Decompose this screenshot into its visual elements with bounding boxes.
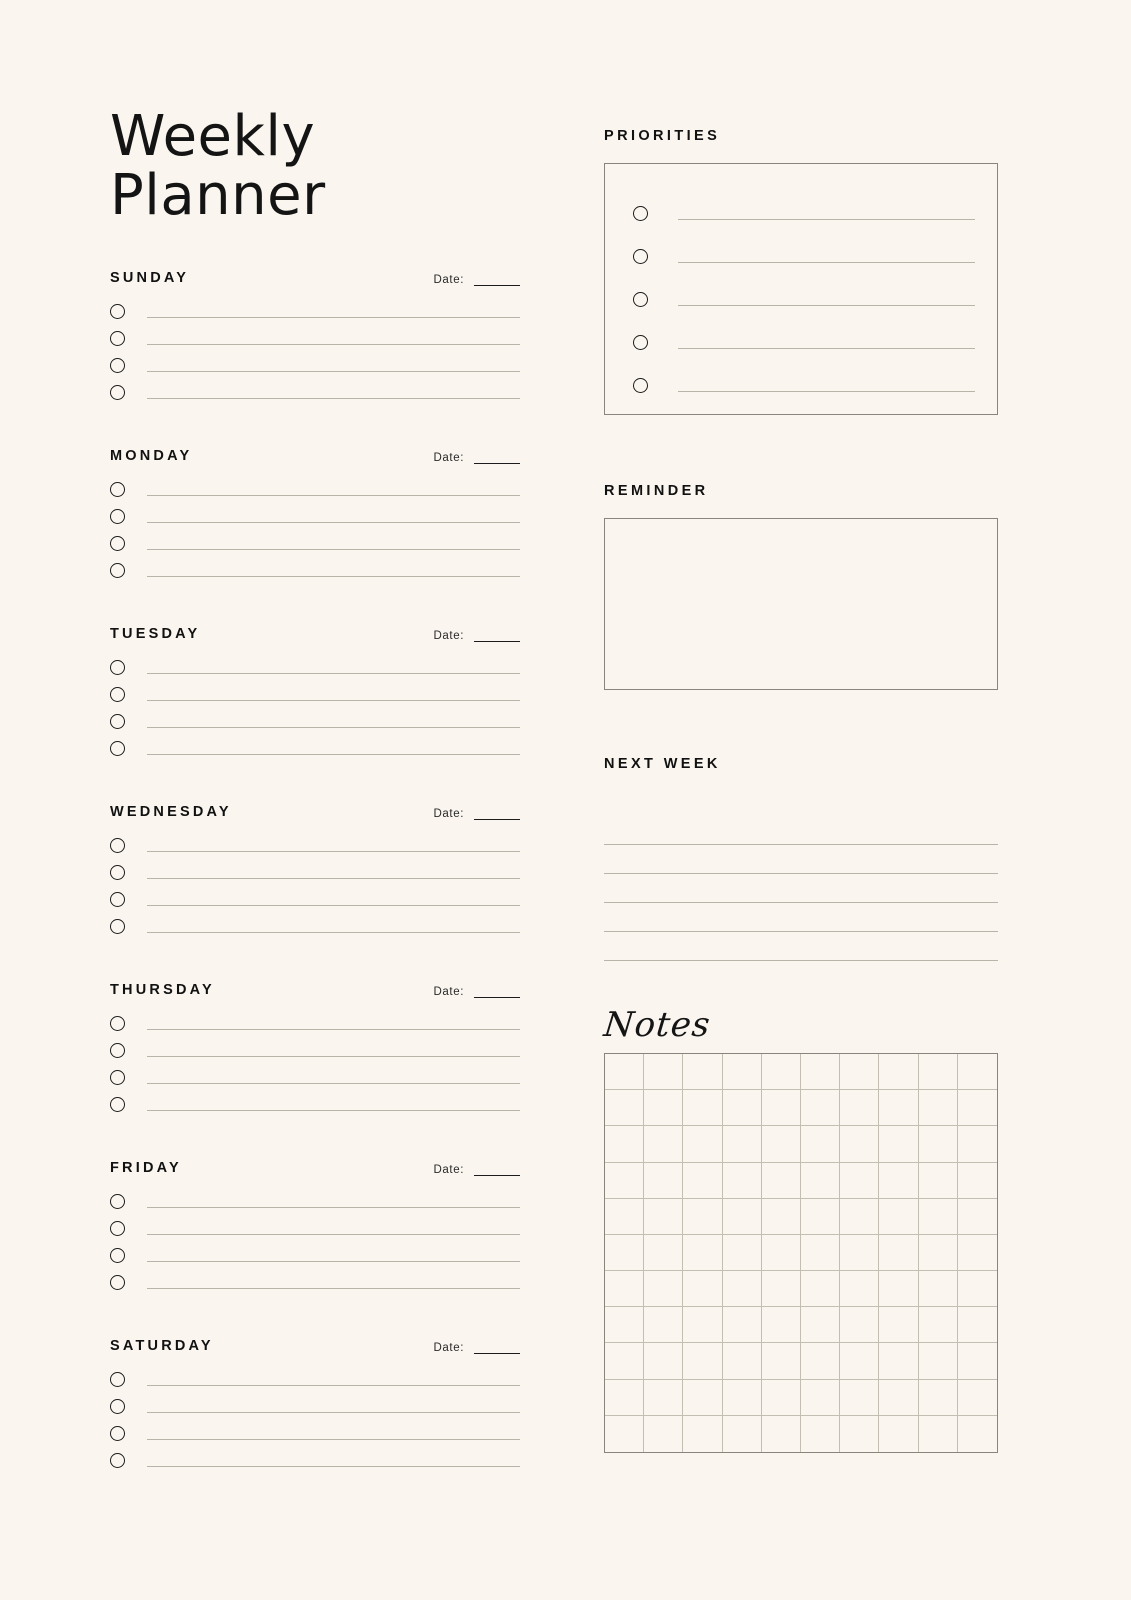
- notes-grid-cell[interactable]: [644, 1380, 683, 1416]
- priority-input-line[interactable]: [678, 207, 975, 220]
- notes-grid-cell[interactable]: [801, 1126, 840, 1162]
- notes-grid-cell[interactable]: [919, 1199, 958, 1235]
- priority-input-line[interactable]: [678, 336, 975, 349]
- notes-grid-cell[interactable]: [605, 1090, 644, 1126]
- task-row[interactable]: [110, 859, 520, 886]
- date-input-line[interactable]: [474, 275, 520, 286]
- task-input-line[interactable]: [147, 332, 520, 345]
- checkbox-circle-icon[interactable]: [633, 249, 648, 264]
- notes-grid-cell[interactable]: [958, 1199, 997, 1235]
- checkbox-circle-icon[interactable]: [633, 378, 648, 393]
- next-week-input-line[interactable]: [604, 874, 998, 903]
- day-name-sunday: SUNDAY: [110, 269, 190, 286]
- notes-grid-cell[interactable]: [840, 1416, 879, 1452]
- notes-grid-cell[interactable]: [723, 1416, 762, 1452]
- notes-grid-cell[interactable]: [762, 1343, 801, 1379]
- notes-grid-cell[interactable]: [919, 1343, 958, 1379]
- date-field-wednesday[interactable]: [434, 808, 521, 820]
- day-name-tuesday: TUESDAY: [110, 625, 201, 642]
- task-row[interactable]: [110, 1188, 520, 1215]
- date-label: Date:: [433, 1341, 464, 1354]
- task-row[interactable]: [110, 913, 520, 940]
- notes-grid-cell[interactable]: [801, 1307, 840, 1343]
- checkbox-circle-icon[interactable]: [110, 1097, 125, 1112]
- task-input-line[interactable]: [147, 688, 520, 701]
- day-header: [110, 804, 520, 820]
- checkbox-circle-icon[interactable]: [110, 1372, 125, 1387]
- task-input-line[interactable]: [147, 1071, 520, 1084]
- notes-grid-cell[interactable]: [605, 1126, 644, 1162]
- notes-grid-cell[interactable]: [605, 1235, 644, 1271]
- checkbox-circle-icon[interactable]: [110, 1016, 125, 1031]
- task-input-line[interactable]: [147, 1400, 520, 1413]
- spacer: [604, 690, 998, 756]
- notes-grid-cell[interactable]: [644, 1416, 683, 1452]
- checkbox-circle-icon[interactable]: [110, 1194, 125, 1209]
- checkbox-circle-icon[interactable]: [110, 1248, 125, 1263]
- date-input-line[interactable]: [474, 1165, 520, 1176]
- task-row[interactable]: [110, 1064, 520, 1091]
- notes-grid-cell[interactable]: [919, 1235, 958, 1271]
- notes-grid-cell[interactable]: [840, 1090, 879, 1126]
- priority-input-line[interactable]: [678, 293, 975, 306]
- checkbox-circle-icon[interactable]: [110, 482, 125, 497]
- notes-grid-cell[interactable]: [801, 1380, 840, 1416]
- checkbox-circle-icon[interactable]: [110, 385, 125, 400]
- checkbox-circle-icon[interactable]: [110, 838, 125, 853]
- notes-grid-cell[interactable]: [958, 1416, 997, 1452]
- notes-title: Notes: [601, 1005, 713, 1045]
- next-week-input-line[interactable]: [604, 845, 998, 874]
- task-input-line[interactable]: [147, 1454, 520, 1467]
- notes-grid-cell[interactable]: [644, 1090, 683, 1126]
- day-name-wednesday: WEDNESDAY: [110, 803, 232, 820]
- notes-grid-cell[interactable]: [723, 1163, 762, 1199]
- notes-grid-cell[interactable]: [723, 1271, 762, 1307]
- date-field-friday[interactable]: [434, 1164, 521, 1176]
- checkbox-circle-icon[interactable]: [110, 358, 125, 373]
- day-header: [110, 982, 520, 998]
- next-week-title: NEXT WEEK: [604, 756, 721, 772]
- notes-grid-cell[interactable]: [919, 1271, 958, 1307]
- task-input-line[interactable]: [147, 866, 520, 879]
- checkbox-circle-icon[interactable]: [633, 292, 648, 307]
- task-row[interactable]: [110, 654, 520, 681]
- task-row[interactable]: [110, 1091, 520, 1118]
- notes-grid-cell[interactable]: [879, 1380, 918, 1416]
- notes-grid-cell[interactable]: [683, 1090, 722, 1126]
- days-column: [110, 104, 520, 1516]
- checkbox-circle-icon[interactable]: [110, 1426, 125, 1441]
- task-row[interactable]: [110, 1393, 520, 1420]
- notes-grid-cell[interactable]: [683, 1126, 722, 1162]
- date-label: Date:: [433, 985, 464, 998]
- page-title: Weekly Planner: [110, 104, 326, 228]
- checkbox-circle-icon[interactable]: [633, 206, 648, 221]
- notes-grid[interactable]: [604, 1053, 998, 1453]
- checkbox-circle-icon[interactable]: [110, 660, 125, 675]
- priorities-box: [604, 163, 998, 415]
- day-header: [110, 626, 520, 642]
- notes-grid-cell[interactable]: [605, 1199, 644, 1235]
- notes-grid-cell[interactable]: [840, 1126, 879, 1162]
- notes-grid-cell[interactable]: [762, 1416, 801, 1452]
- task-input-line[interactable]: [147, 920, 520, 933]
- day-block-tuesday: [110, 626, 520, 762]
- task-input-line[interactable]: [147, 742, 520, 755]
- task-row[interactable]: [110, 557, 520, 584]
- notes-grid-cell[interactable]: [801, 1343, 840, 1379]
- notes-grid-cell[interactable]: [683, 1307, 722, 1343]
- task-input-line[interactable]: [147, 893, 520, 906]
- notes-grid-cell[interactable]: [958, 1054, 997, 1090]
- task-row[interactable]: [110, 1215, 520, 1242]
- day-header: [110, 270, 520, 286]
- task-input-line[interactable]: [147, 564, 520, 577]
- date-label: Date:: [433, 629, 464, 642]
- task-input-line[interactable]: [147, 661, 520, 674]
- day-block-sunday: [110, 270, 520, 406]
- checkbox-circle-icon[interactable]: [110, 1043, 125, 1058]
- notes-grid-cell[interactable]: [762, 1090, 801, 1126]
- reminder-title: REMINDER: [604, 483, 709, 499]
- notes-grid-cell[interactable]: [723, 1307, 762, 1343]
- notes-grid-cell[interactable]: [723, 1054, 762, 1090]
- notes-grid-cell[interactable]: [919, 1054, 958, 1090]
- notes-grid-cell[interactable]: [762, 1380, 801, 1416]
- day-name-friday: FRIDAY: [110, 1159, 182, 1176]
- task-row[interactable]: [110, 1366, 520, 1393]
- side-column: [601, 128, 998, 1453]
- notes-grid-cell[interactable]: [879, 1416, 918, 1452]
- notes-grid-cell[interactable]: [958, 1271, 997, 1307]
- next-week-lines: [604, 816, 998, 961]
- date-input-line[interactable]: [474, 809, 520, 820]
- notes-grid-cell[interactable]: [644, 1307, 683, 1343]
- notes-grid-cell[interactable]: [723, 1343, 762, 1379]
- notes-grid-cell[interactable]: [958, 1163, 997, 1199]
- notes-grid-cell[interactable]: [879, 1090, 918, 1126]
- task-input-line[interactable]: [147, 483, 520, 496]
- notes-grid-cell[interactable]: [879, 1271, 918, 1307]
- task-input-line[interactable]: [147, 839, 520, 852]
- notes-grid-cell[interactable]: [723, 1199, 762, 1235]
- notes-grid-cell[interactable]: [644, 1126, 683, 1162]
- task-row[interactable]: [110, 298, 520, 325]
- notes-grid-cell[interactable]: [762, 1307, 801, 1343]
- priority-row[interactable]: [633, 321, 975, 364]
- notes-grid-cell[interactable]: [840, 1163, 879, 1199]
- notes-grid-cell[interactable]: [762, 1163, 801, 1199]
- notes-grid-cell[interactable]: [840, 1380, 879, 1416]
- task-input-line[interactable]: [147, 1044, 520, 1057]
- notes-grid-cell[interactable]: [762, 1054, 801, 1090]
- notes-grid-cell[interactable]: [762, 1199, 801, 1235]
- notes-grid-cell[interactable]: [919, 1307, 958, 1343]
- date-input-line[interactable]: [474, 631, 520, 642]
- notes-grid-cell[interactable]: [801, 1271, 840, 1307]
- task-row[interactable]: [110, 832, 520, 859]
- notes-grid-cell[interactable]: [840, 1054, 879, 1090]
- notes-grid-cell[interactable]: [879, 1163, 918, 1199]
- notes-grid-cell[interactable]: [919, 1126, 958, 1162]
- next-week-input-line[interactable]: [604, 903, 998, 932]
- task-input-line[interactable]: [147, 715, 520, 728]
- notes-grid-cell[interactable]: [605, 1343, 644, 1379]
- date-input-line[interactable]: [474, 987, 520, 998]
- notes-grid-cell[interactable]: [879, 1126, 918, 1162]
- task-row[interactable]: [110, 1447, 520, 1474]
- task-input-line[interactable]: [147, 1249, 520, 1262]
- date-label: Date:: [433, 273, 464, 286]
- notes-grid-cell[interactable]: [644, 1235, 683, 1271]
- task-row[interactable]: [110, 1420, 520, 1447]
- day-block-thursday: [110, 982, 520, 1118]
- task-input-line[interactable]: [147, 1195, 520, 1208]
- next-week-input-line[interactable]: [604, 816, 998, 845]
- notes-grid-cell[interactable]: [605, 1271, 644, 1307]
- date-field-thursday[interactable]: [434, 986, 521, 998]
- task-input-line[interactable]: [147, 1017, 520, 1030]
- notes-grid-cell[interactable]: [605, 1054, 644, 1090]
- notes-grid-cell[interactable]: [723, 1235, 762, 1271]
- checkbox-circle-icon[interactable]: [110, 536, 125, 551]
- date-input-line[interactable]: [474, 1343, 520, 1354]
- task-row[interactable]: [110, 708, 520, 735]
- notes-grid-cell[interactable]: [958, 1380, 997, 1416]
- date-label: Date:: [433, 451, 464, 464]
- notes-grid-cell[interactable]: [879, 1343, 918, 1379]
- notes-grid-cell[interactable]: [879, 1307, 918, 1343]
- notes-grid-cell[interactable]: [683, 1271, 722, 1307]
- notes-grid-cell[interactable]: [683, 1235, 722, 1271]
- task-input-line[interactable]: [147, 1222, 520, 1235]
- notes-grid-cell[interactable]: [683, 1416, 722, 1452]
- checkbox-circle-icon[interactable]: [110, 919, 125, 934]
- notes-grid-cell[interactable]: [919, 1416, 958, 1452]
- day-block-friday: [110, 1160, 520, 1296]
- task-input-line[interactable]: [147, 1427, 520, 1440]
- day-header: [110, 1338, 520, 1354]
- notes-grid-cell[interactable]: [605, 1307, 644, 1343]
- notes-grid-cell[interactable]: [801, 1199, 840, 1235]
- priorities-title: PRIORITIES: [604, 128, 721, 144]
- date-field-monday[interactable]: [434, 452, 521, 464]
- notes-grid-cell[interactable]: [723, 1380, 762, 1416]
- notes-grid-cell[interactable]: [723, 1090, 762, 1126]
- notes-grid-cell[interactable]: [644, 1199, 683, 1235]
- checkbox-circle-icon[interactable]: [110, 304, 125, 319]
- date-field-tuesday[interactable]: [434, 630, 521, 642]
- day-name-monday: MONDAY: [110, 447, 193, 464]
- day-block-saturday: [110, 1338, 520, 1474]
- checkbox-circle-icon[interactable]: [110, 1221, 125, 1236]
- task-row[interactable]: [110, 886, 520, 913]
- checkbox-circle-icon[interactable]: [110, 741, 125, 756]
- task-input-line[interactable]: [147, 1373, 520, 1386]
- notes-grid-cell[interactable]: [605, 1416, 644, 1452]
- reminder-box[interactable]: [604, 518, 998, 690]
- notes-grid-cell[interactable]: [801, 1054, 840, 1090]
- notes-grid-cell[interactable]: [958, 1235, 997, 1271]
- day-name-thursday: THURSDAY: [110, 981, 215, 998]
- notes-grid-cell[interactable]: [958, 1090, 997, 1126]
- notes-grid-cell[interactable]: [762, 1126, 801, 1162]
- task-row[interactable]: [110, 681, 520, 708]
- day-header: [110, 448, 520, 464]
- priority-row[interactable]: [633, 192, 975, 235]
- notes-grid-cell[interactable]: [958, 1343, 997, 1379]
- checkbox-circle-icon[interactable]: [110, 1399, 125, 1414]
- task-row[interactable]: [110, 1037, 520, 1064]
- notes-grid-cell[interactable]: [644, 1163, 683, 1199]
- task-input-line[interactable]: [147, 1098, 520, 1111]
- notes-grid-cell[interactable]: [840, 1199, 879, 1235]
- notes-grid-cell[interactable]: [919, 1090, 958, 1126]
- checkbox-circle-icon[interactable]: [110, 892, 125, 907]
- notes-grid-cell[interactable]: [801, 1235, 840, 1271]
- task-row[interactable]: [110, 503, 520, 530]
- notes-grid-cell[interactable]: [644, 1054, 683, 1090]
- notes-grid-cell[interactable]: [919, 1163, 958, 1199]
- checkbox-circle-icon[interactable]: [110, 687, 125, 702]
- notes-grid-cell[interactable]: [879, 1235, 918, 1271]
- notes-grid-cell[interactable]: [605, 1163, 644, 1199]
- notes-grid-cell[interactable]: [723, 1126, 762, 1162]
- task-row[interactable]: [110, 352, 520, 379]
- date-field-saturday[interactable]: [434, 1342, 521, 1354]
- notes-grid-cell[interactable]: [762, 1271, 801, 1307]
- checkbox-circle-icon[interactable]: [110, 1275, 125, 1290]
- task-input-line[interactable]: [147, 537, 520, 550]
- notes-grid-cell[interactable]: [919, 1380, 958, 1416]
- task-input-line[interactable]: [147, 305, 520, 318]
- notes-grid-cell[interactable]: [644, 1343, 683, 1379]
- priority-row[interactable]: [633, 364, 975, 407]
- task-input-line[interactable]: [147, 386, 520, 399]
- priority-row[interactable]: [633, 235, 975, 278]
- checkbox-circle-icon[interactable]: [110, 1453, 125, 1468]
- checkbox-circle-icon[interactable]: [633, 335, 648, 350]
- notes-grid-cell[interactable]: [879, 1199, 918, 1235]
- priority-input-line[interactable]: [678, 250, 975, 263]
- notes-grid-cell[interactable]: [840, 1343, 879, 1379]
- spacer: [604, 415, 998, 483]
- task-row[interactable]: [110, 1242, 520, 1269]
- task-row[interactable]: [110, 325, 520, 352]
- notes-grid-cell[interactable]: [683, 1380, 722, 1416]
- notes-grid-cell[interactable]: [683, 1199, 722, 1235]
- checkbox-circle-icon[interactable]: [110, 509, 125, 524]
- priority-row[interactable]: [633, 278, 975, 321]
- task-input-line[interactable]: [147, 510, 520, 523]
- task-input-line[interactable]: [147, 359, 520, 372]
- notes-grid-cell[interactable]: [958, 1126, 997, 1162]
- checkbox-circle-icon[interactable]: [110, 563, 125, 578]
- date-label: Date:: [433, 807, 464, 820]
- task-row[interactable]: [110, 379, 520, 406]
- task-row[interactable]: [110, 476, 520, 503]
- notes-grid-cell[interactable]: [762, 1235, 801, 1271]
- checkbox-circle-icon[interactable]: [110, 1070, 125, 1085]
- notes-grid-cell[interactable]: [840, 1271, 879, 1307]
- date-input-line[interactable]: [474, 453, 520, 464]
- priority-input-line[interactable]: [678, 379, 975, 392]
- notes-grid-cell[interactable]: [958, 1307, 997, 1343]
- notes-grid-cell[interactable]: [644, 1271, 683, 1307]
- task-row[interactable]: [110, 735, 520, 762]
- notes-grid-cell[interactable]: [840, 1235, 879, 1271]
- notes-grid-cell[interactable]: [605, 1380, 644, 1416]
- next-week-input-line[interactable]: [604, 932, 998, 961]
- day-block-wednesday: [110, 804, 520, 940]
- task-row[interactable]: [110, 530, 520, 557]
- task-input-line[interactable]: [147, 1276, 520, 1289]
- checkbox-circle-icon[interactable]: [110, 331, 125, 346]
- checkbox-circle-icon[interactable]: [110, 865, 125, 880]
- notes-grid-cell[interactable]: [801, 1416, 840, 1452]
- notes-grid-cell[interactable]: [683, 1343, 722, 1379]
- day-name-saturday: SATURDAY: [110, 1337, 214, 1354]
- day-block-monday: [110, 448, 520, 584]
- notes-grid-cell[interactable]: [683, 1054, 722, 1090]
- notes-grid-cell[interactable]: [683, 1163, 722, 1199]
- day-header: [110, 1160, 520, 1176]
- notes-grid-cell[interactable]: [801, 1090, 840, 1126]
- date-field-sunday[interactable]: [434, 274, 521, 286]
- notes-grid-cell[interactable]: [840, 1307, 879, 1343]
- notes-grid-cell[interactable]: [801, 1163, 840, 1199]
- task-row[interactable]: [110, 1269, 520, 1296]
- task-row[interactable]: [110, 1010, 520, 1037]
- date-label: Date:: [433, 1163, 464, 1176]
- checkbox-circle-icon[interactable]: [110, 714, 125, 729]
- notes-grid-cell[interactable]: [879, 1054, 918, 1090]
